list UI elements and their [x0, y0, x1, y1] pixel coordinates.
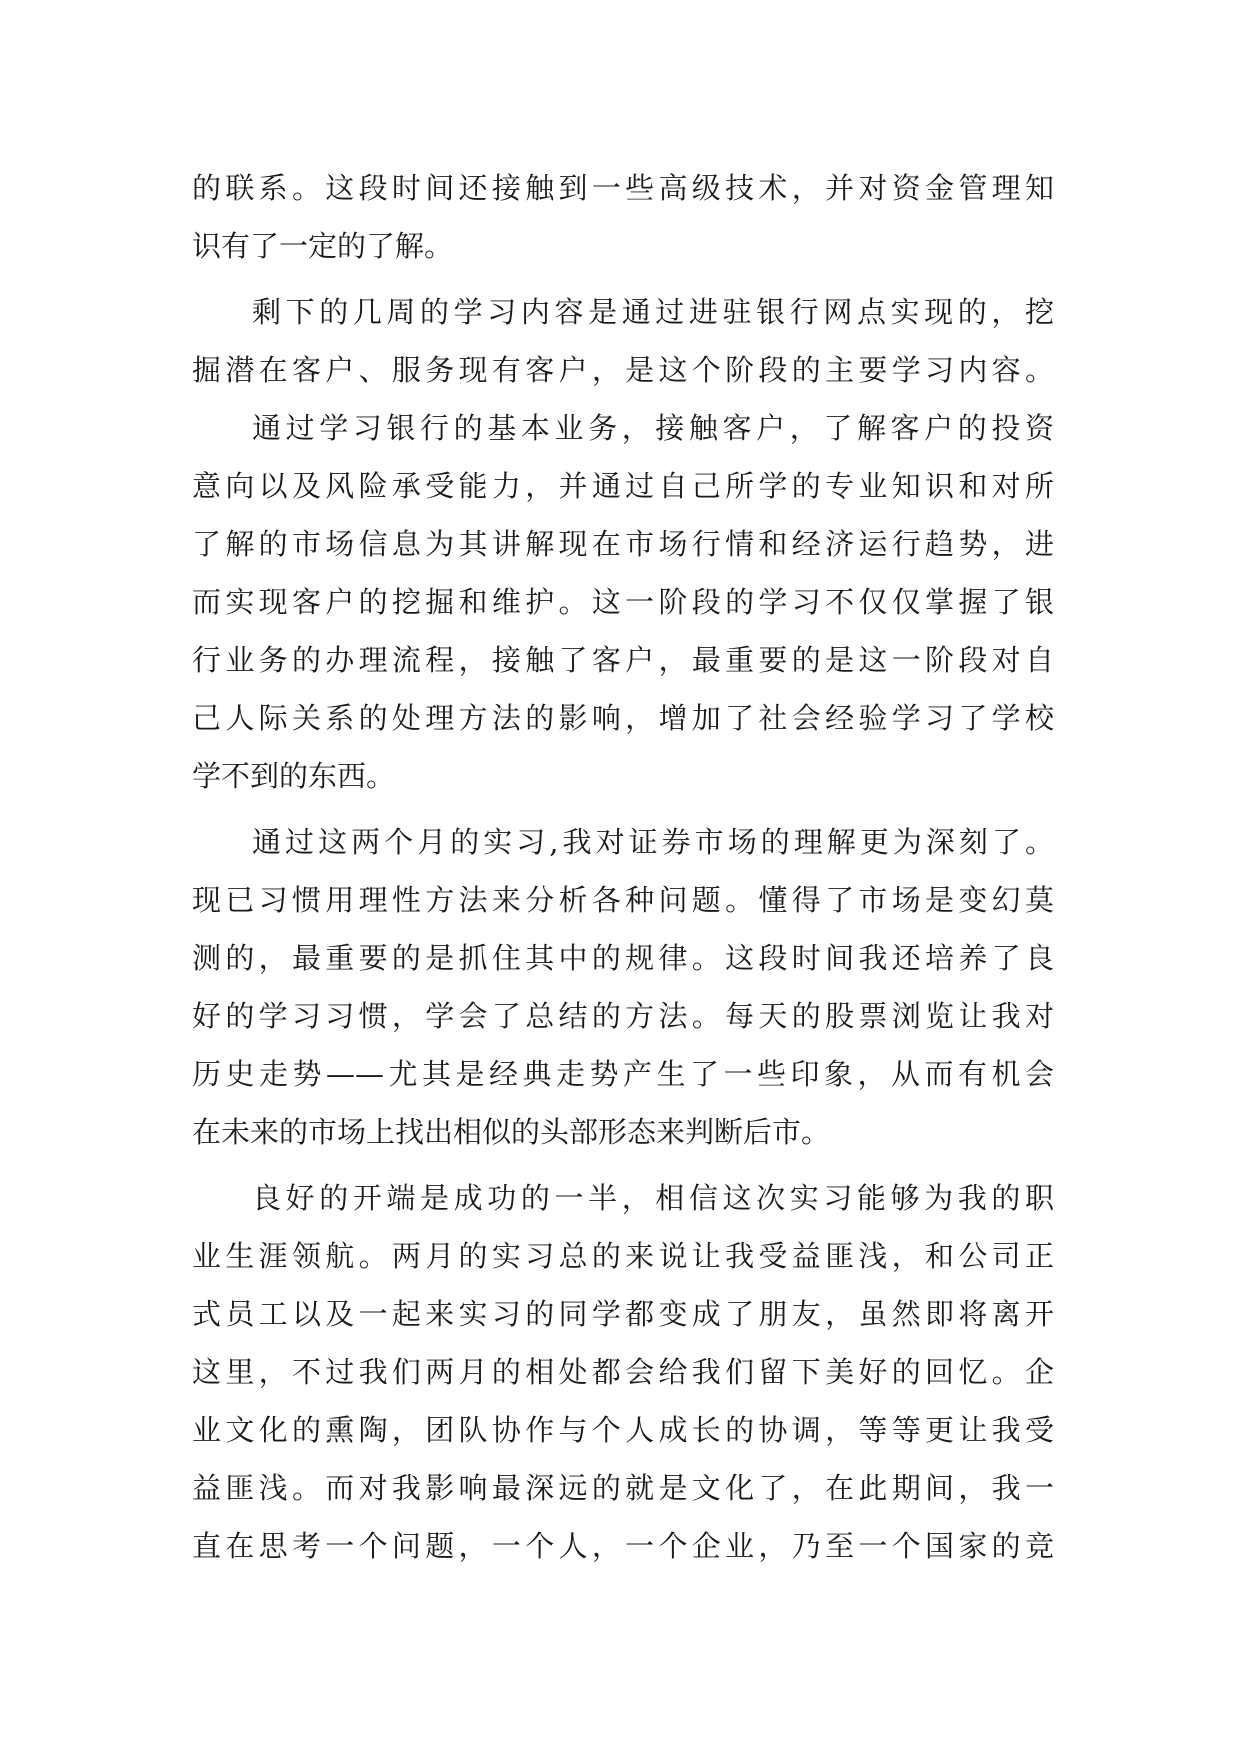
text-line: 了解的市场信息为其讲解现在市场行情和经济运行趋势，进 [192, 527, 1054, 561]
paragraph-3 [192, 399, 1054, 805]
text-line: 掘潜在客户、服务现有客户，是这个阶段的主要学习内容。 [192, 353, 1054, 387]
paragraph-1 [192, 159, 1054, 275]
text-line: 历史走势——尤其是经典走势产生了一些印象，从而有机会 [192, 1057, 1054, 1091]
text-line: 剩下的几周的学习内容是通过进驻银行网点实现的，挖 [252, 295, 1054, 329]
paragraph-4 [192, 813, 1054, 1161]
text-line: 学不到的东西。 [192, 759, 396, 793]
text-line: 而实现客户的挖掘和维护。这一阶段的学习不仅仅掌握了银 [192, 585, 1054, 619]
text-line: 益匪浅。而对我影响最深远的就是文化了，在此期间，我一 [192, 1471, 1054, 1505]
text-line: 行业务的办理流程，接触了客户，最重要的是这一阶段对自 [192, 643, 1054, 677]
text-line: 的联系。这段时间还接触到一些高级技术，并对资金管理知 [192, 171, 1054, 205]
text-line: 测的，最重要的是抓住其中的规律。这段时间我还培养了良 [192, 941, 1054, 975]
text-line: 识有了一定的了解。 [192, 229, 454, 263]
text-line: 通过这两个月的实习,我对证券市场的理解更为深刻了。 [252, 825, 1054, 859]
document-body [192, 159, 1054, 1575]
text-line: 业生涯领航。两月的实习总的来说让我受益匪浅，和公司正 [192, 1239, 1054, 1273]
text-line: 己人际关系的处理方法的影响，增加了社会经验学习了学校 [192, 701, 1054, 735]
text-line: 直在思考一个问题，一个人，一个企业，乃至一个国家的竞 [192, 1529, 1054, 1563]
text-line: 现已习惯用理性方法来分析各种问题。懂得了市场是变幻莫 [192, 883, 1054, 917]
paragraph-2 [192, 283, 1054, 399]
text-line: 业文化的熏陶，团队协作与个人成长的协调，等等更让我受 [192, 1413, 1054, 1447]
text-line: 好的学习习惯，学会了总结的方法。每天的股票浏览让我对 [192, 999, 1054, 1033]
text-line: 在未来的市场上找出相似的头部形态来判断后市。 [192, 1115, 831, 1149]
text-line: 这里，不过我们两月的相处都会给我们留下美好的回忆。企 [192, 1355, 1054, 1389]
text-line: 式员工以及一起来实习的同学都变成了朋友，虽然即将离开 [192, 1297, 1054, 1331]
text-line: 意向以及风险承受能力，并通过自己所学的专业知识和对所 [192, 469, 1054, 503]
text-line: 良好的开端是成功的一半，相信这次实习能够为我的职 [252, 1181, 1054, 1215]
paragraph-5 [192, 1169, 1054, 1575]
text-line: 通过学习银行的基本业务，接触客户，了解客户的投资 [252, 411, 1054, 445]
